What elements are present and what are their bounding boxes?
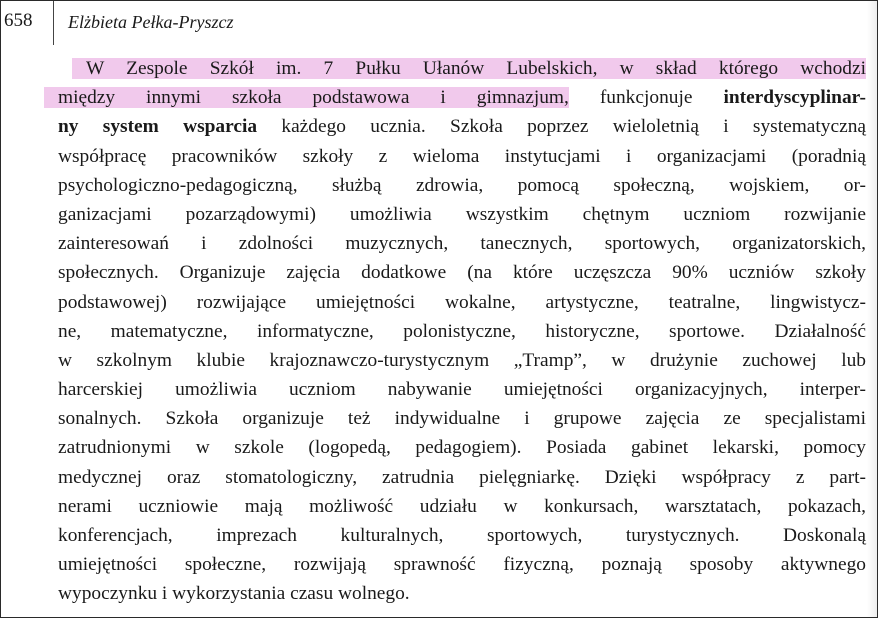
highlighted-text: W Zespole Szkół im. 7 Pułku Ułanów Lubelskich, w skład którego wchodzi [72, 58, 866, 79]
text-line: umiejętności społeczne, rozwijają sprawność fizyczną, poznają sposoby aktywnego [58, 554, 866, 576]
text-line: zatrudnionymi w szkole (logopedą, pedagogiem). Posiada gabinet lekarski, pomocy [58, 437, 866, 459]
text-line: współpracę pracowników szkoły z wieloma instytucjami i organizacjami (poradnią [58, 145, 866, 167]
text-line: wypoczynku i wykorzystania czasu wolnego. [58, 583, 410, 605]
text-line: medycznej oraz stomatologiczny, zatrudnia pielęgniarkę. Dzięki współpracy z part- [58, 466, 866, 488]
text-line [58, 54, 866, 83]
text-line: sonalnych. Szkoła organizuje też indywidualne i grupowe zajęcia ze specjalistami [58, 408, 866, 430]
text-line [58, 112, 866, 141]
bold-term: ny system wsparcia [58, 116, 258, 138]
text-line: zainteresowań i zdolności muzycznych, tanecznych, sportowych, organizatorskich, [58, 233, 866, 255]
page-edge-shadow [867, 1, 877, 617]
highlighted-text: między innymi szkoła podstawowa i gimnazjum, [44, 87, 569, 108]
text-line [58, 83, 866, 112]
header-divider [53, 1, 54, 45]
text-line: ganizacjami pozarządowymi) umożliwia wszystkim chętnym uczniom rozwijanie [58, 203, 866, 225]
text-line: psychologiczno-pedagogiczną, służbą zdrowia, pomocą społeczną, wojskiem, or- [58, 174, 866, 196]
bold-term: interdyscyplinar- [723, 87, 866, 109]
plain-text: każdego ucznia. Szkoła poprzez wieloletnią i systematyczną [257, 116, 866, 138]
text-line: podstawowej) rozwijające umiejętności wokalne, artystyczne, teatralne, lingwistycz- [58, 291, 866, 313]
text-line: ne, matematyczne, informatyczne, polonistyczne, historyczne, sportowe. Działalność [58, 320, 866, 342]
text-line: harcerskiej umożliwia uczniom nabywanie umiejętności organizacyjnych, interper- [58, 379, 866, 401]
text-line: konferencjach, imprezach kulturalnych, sportowych, turystycznych. Doskonalą [58, 525, 866, 546]
body-paragraph [58, 54, 866, 609]
running-head-author: Elżbieta Pełka-Pryszcz [68, 12, 234, 32]
page-header [1, 1, 877, 41]
text-line: w szkolnym klubie krajoznawczo-turystycznym „Tramp”, w drużynie zuchowej lub [58, 349, 866, 371]
text-line: nerami uczniowie mają możliwość udziału w konkursach, warsztatach, pokazach, [58, 495, 866, 517]
page-number: 658 [4, 10, 33, 31]
text-line: społecznych. Organizuje zajęcia dodatkowe (na które uczęszcza 90% uczniów szkoły [58, 262, 866, 284]
plain-text: funkcjonuje [568, 87, 724, 109]
